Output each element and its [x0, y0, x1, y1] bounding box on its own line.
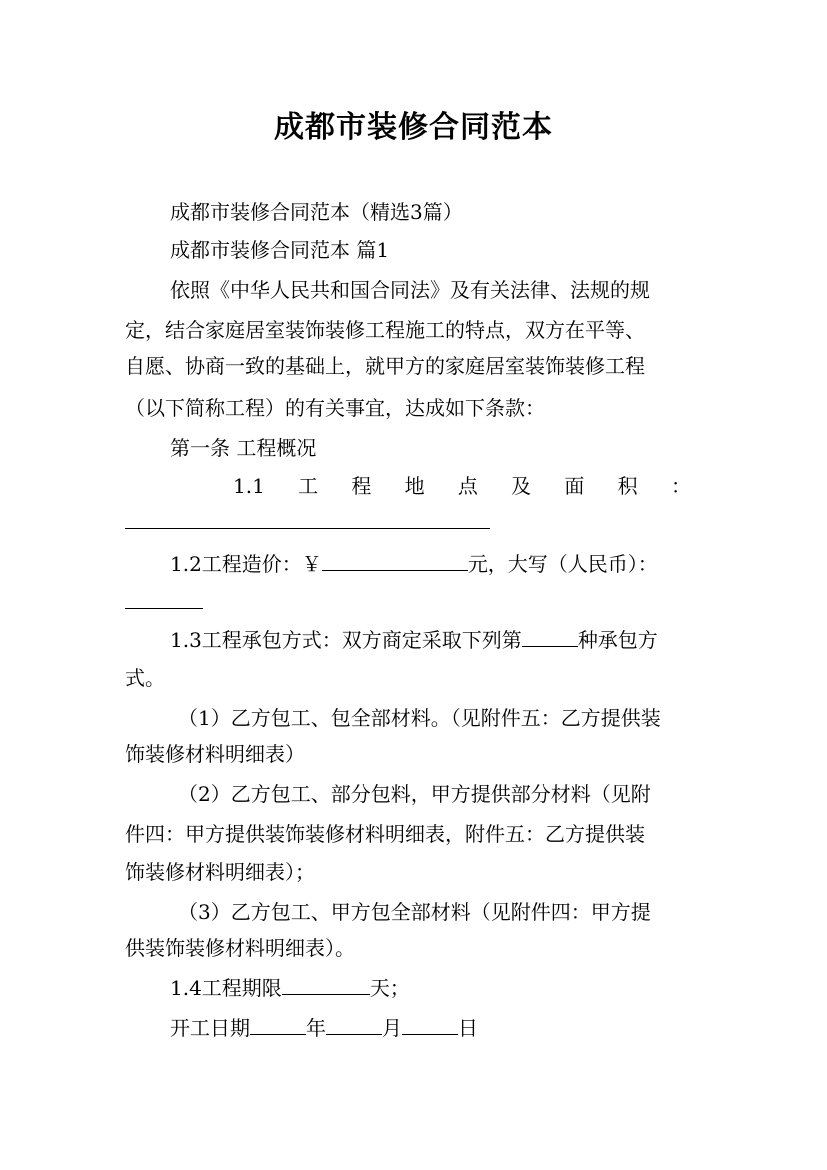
item-1-1-part: 积 — [617, 474, 638, 498]
section-heading: 成都市装修合同范本 篇1 — [170, 238, 390, 262]
item-1-1 — [233, 472, 691, 500]
intro-line-1: 依照《中华人民共和国合同法》及有关法律、法规的规 — [170, 278, 650, 302]
start-month-blank[interactable] — [326, 1014, 382, 1035]
option-1-line-1: （1）乙方包工、包全部材料。（见附件五：乙方提供装 — [178, 706, 661, 730]
intro-line-3: 自愿、协商一致的基础上，就甲方的家庭居室装饰装修工程 — [125, 354, 645, 378]
option-2-line-2: 件四：甲方提供装饰装修材料明细表，附件五：乙方提供装 — [125, 822, 645, 846]
document-title: 成都市装修合同范本 — [274, 110, 553, 145]
intro-line-4: （以下简称工程）的有关事宜，达成如下条款： — [125, 396, 545, 420]
option-3-line-1: （3）乙方包工、甲方包全部材料（见附件四：甲方提 — [178, 900, 651, 924]
item-1-1-part: ： — [670, 474, 691, 498]
item-1-1-part: 工 — [298, 474, 319, 498]
option-2-line-1: （2）乙方包工、部分包料，甲方提供部分材料（见附 — [178, 782, 651, 806]
item-1-1-part: 程 — [351, 474, 372, 498]
item-1-3-suffix: 种承包方 — [577, 628, 658, 652]
start-year-blank[interactable] — [250, 1014, 306, 1035]
item-1-1-part: 地 — [404, 474, 425, 498]
item-1-4 — [170, 974, 410, 1002]
item-1-3-prefix: 1.3工程承包方式：双方商定采取下列第 — [170, 628, 522, 652]
start-date-year: 年 — [306, 1016, 326, 1040]
option-2-line-3: 饰装修材料明细表）； — [125, 860, 315, 884]
start-day-blank[interactable] — [402, 1014, 458, 1035]
cost-capital-blank[interactable] — [125, 608, 203, 609]
item-1-1-part: 1.1 — [233, 474, 265, 498]
item-1-3-line-2: 式。 — [125, 666, 165, 690]
start-date-day: 日 — [458, 1016, 478, 1040]
item-1-1-part: 面 — [564, 474, 585, 498]
item-1-1-part: 及 — [511, 474, 532, 498]
item-1-1-part: 点 — [457, 474, 478, 498]
item-1-4-suffix: 天； — [369, 976, 410, 1000]
duration-blank[interactable] — [282, 974, 370, 995]
item-1-2-mid: 元，大写（人民币）： — [467, 552, 658, 576]
article1-heading: 第一条 工程概况 — [170, 436, 317, 460]
start-date — [170, 1014, 478, 1042]
location-area-blank[interactable] — [125, 528, 490, 529]
start-date-label: 开工日期 — [170, 1016, 250, 1040]
subtitle: 成都市装修合同范本（精选3篇） — [170, 200, 463, 224]
contract-type-blank[interactable] — [522, 626, 578, 647]
item-1-2-prefix: 1.2工程造价：￥ — [170, 552, 322, 576]
item-1-3 — [170, 626, 658, 654]
item-1-4-prefix: 1.4工程期限 — [170, 976, 282, 1000]
option-3-line-2: 供装饰装修材料明细表）。 — [125, 936, 355, 960]
start-date-month: 月 — [382, 1016, 402, 1040]
intro-line-2: 定，结合家庭居室装饰装修工程施工的特点，双方在平等、 — [125, 318, 645, 342]
item-1-2 — [170, 550, 658, 578]
cost-blank[interactable] — [322, 550, 468, 571]
option-1-line-2: 饰装修材料明细表） — [125, 742, 305, 766]
